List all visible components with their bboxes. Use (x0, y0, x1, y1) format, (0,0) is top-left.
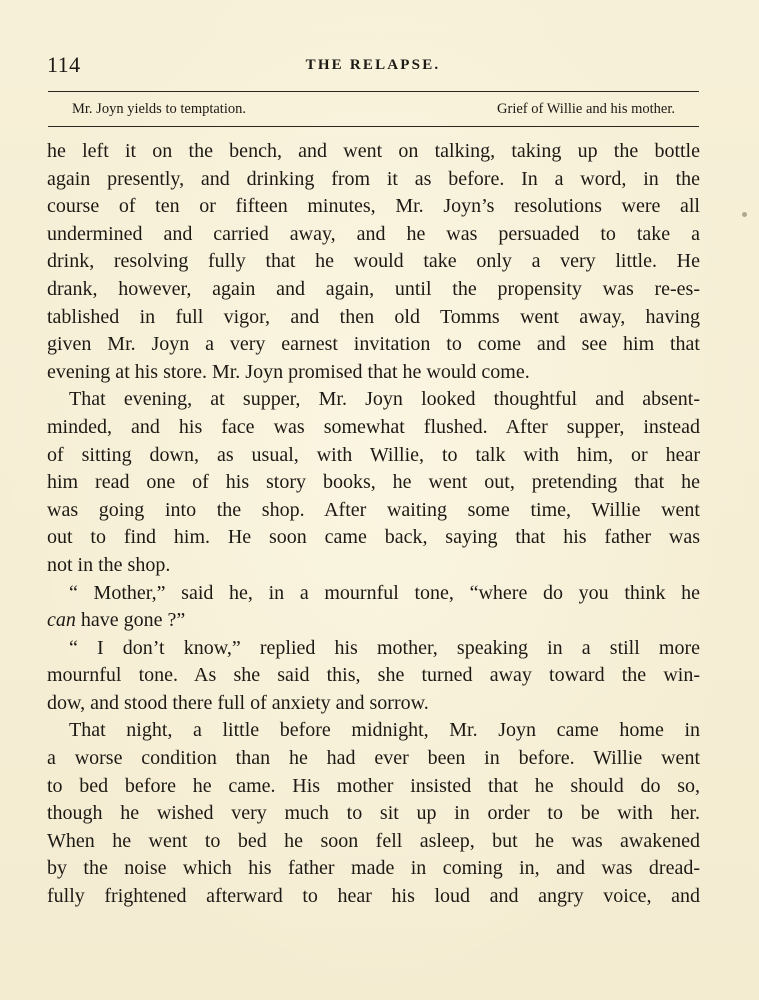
text-line: again presently, and drinking from it as before. In a word, in the (47, 167, 700, 190)
text-line: That evening, at supper, Mr. Joyn looked thoughtful and absent- (69, 388, 700, 411)
text-line: not in the shop. (47, 553, 171, 576)
side-headings (72, 101, 675, 121)
running-head (47, 52, 699, 86)
text-line: course of ten or fifteen minutes, Mr. Joyn’s resolutions were all (47, 195, 700, 218)
text-line: he left it on the bench, and went on talking, taking up the bottle (47, 140, 700, 162)
text-line: to bed before he came. His mother insisted that he should do so, (47, 774, 700, 797)
body-text (47, 138, 700, 911)
text-line: drank, however, again and again, until the propensity was re-es- (47, 277, 700, 300)
text-line: dow, and stood there full of anxiety and sorrow. (47, 691, 429, 714)
text-line: out to find him. He soon came back, saying that his father was (47, 526, 700, 549)
text-line: given Mr. Joyn a very earnest invitation to come and see him that (47, 333, 700, 356)
header-rule-top (48, 91, 699, 92)
text-line: undermined and carried away, and he was persuaded to take a (47, 222, 700, 245)
text-line: was going into the shop. After waiting some time, Willie went (47, 498, 700, 521)
text-line: him read one of his story books, he went out, pretending that he (47, 471, 700, 494)
text-line: That night, a little before midnight, Mr. Joyn came home in (69, 719, 700, 742)
text-line: minded, and his face was somewhat flushed. After supper, instead (47, 415, 700, 438)
text-line: mournful tone. As she said this, she turned away toward the win- (47, 664, 700, 687)
text-line-rest: have gone ?” (80, 609, 186, 632)
text-line: “ I don’t know,” replied his mother, speaking in a still more (69, 636, 700, 659)
header-rule-bottom (48, 126, 699, 127)
side-heading-right: Grief of Willie and his mother. (497, 101, 675, 117)
side-heading-left: Mr. Joyn yields to temptation. (72, 101, 246, 117)
text-line-with-emphasis (47, 607, 700, 635)
emphasized-word: can (47, 609, 76, 632)
page-number: 114 (47, 52, 81, 77)
text-line: When he went to bed he soon fell asleep, but he was awakened (47, 829, 700, 852)
text-line: tablished in full vigor, and then old Tomms went away, having (47, 305, 700, 328)
text-line: of sitting down, as usual, with Willie, to talk with him, or hear (47, 443, 700, 466)
paper-speck (742, 212, 747, 217)
text-line: fully frightened afterward to hear his loud and angry voice, and (47, 885, 700, 908)
chapter-title: THE RELAPSE. (305, 57, 441, 73)
text-line: drink, resolving fully that he would take only a very little. He (47, 250, 700, 273)
text-line: though he wished very much to sit up in order to be with her. (47, 802, 700, 825)
text-line: by the noise which his father made in coming in, and was dread- (47, 857, 700, 880)
text-line: “ Mother,” said he, in a mournful tone, “where do you think he (69, 581, 700, 604)
text-line: a worse condition than he had ever been in before. Willie went (47, 747, 700, 770)
text-line: evening at his store. Mr. Joyn promised that he would come. (47, 360, 530, 383)
